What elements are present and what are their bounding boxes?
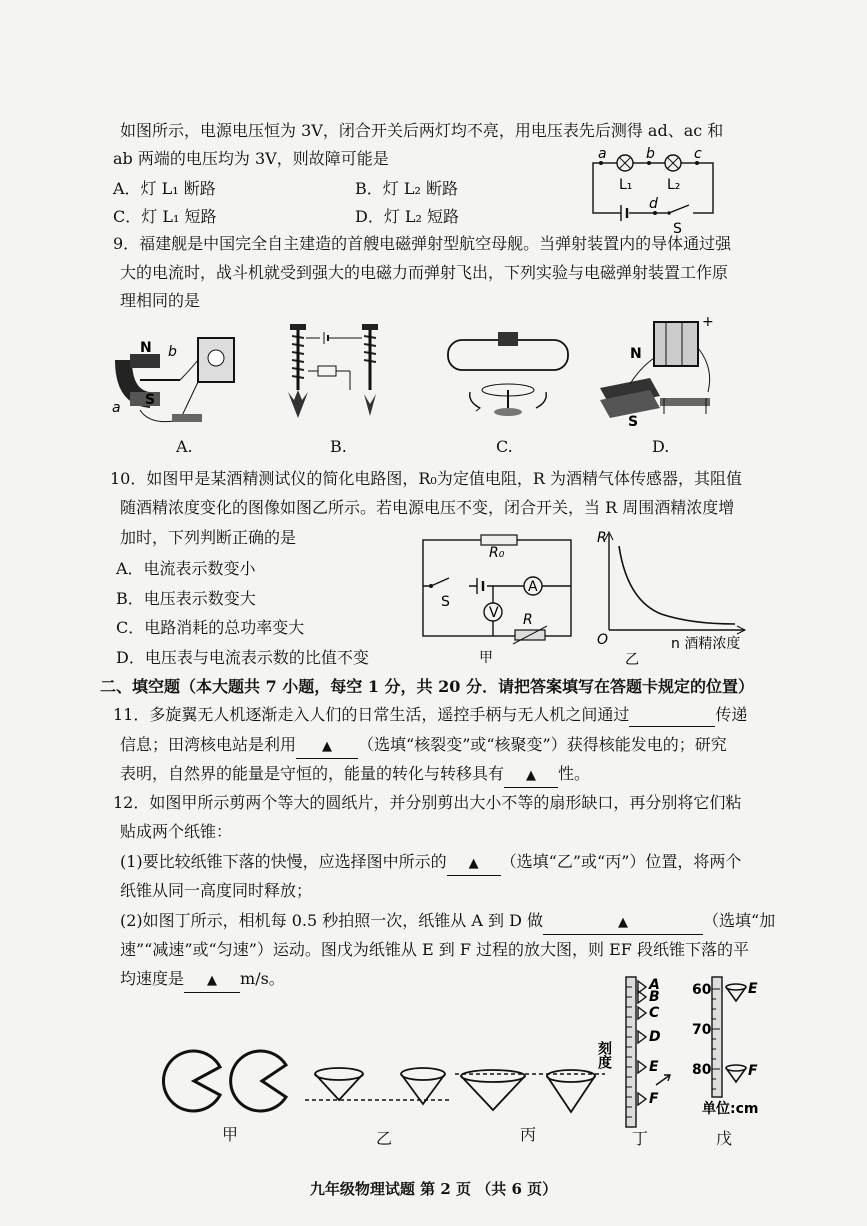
q9-line1: 9．福建舰是中国完全自主建造的首艘电磁弹射型航空母舰。当弹射装置内的导体通过强 [113, 234, 732, 253]
ding-point-b: B [649, 989, 660, 1005]
q9a-label-s: S [145, 392, 156, 408]
q10-label-s: S [441, 594, 450, 610]
q12-fig-label-jia: 甲 [222, 1125, 239, 1144]
q11-line3: 表明，自然界的能量是守恒的，能量的转化与转移具有 ▲ 性。 [120, 763, 590, 788]
q12-sub1-line2: 纸锥从同一高度同时释放； [120, 881, 313, 900]
q8-label-d: d [649, 196, 658, 212]
q12-figure-wu [690, 975, 810, 1135]
q10-line3: 加时，下列判断正确的是 [120, 528, 297, 547]
q12-sub2-line3: 均速度是 ▲ m/s。 [120, 968, 285, 993]
q8-label-s: S [673, 221, 682, 237]
q12-sub2-line2: 速”“减速”或“匀速”）运动。图戊为纸锥从 E 到 F 过程的放大图，则 EF 段纸锥下落的平 [120, 940, 749, 959]
q9-figure-b [280, 320, 390, 430]
magnet-icon [498, 332, 518, 346]
q10-option-c: C．电路消耗的总功率变大 [116, 618, 305, 637]
ding-point-d: D [649, 1029, 661, 1045]
q11-blank-2: ▲ [296, 734, 358, 759]
q10-label-jia: 甲 [479, 650, 493, 666]
q8-label-b: b [646, 146, 655, 162]
ding-point-e: E [649, 1059, 659, 1075]
q8-option-a: A．灯 L₁ 断路 [113, 179, 216, 198]
q9a-label-n: N [140, 340, 152, 356]
switch-icon [172, 414, 202, 422]
wu-tick-70: 70 [692, 1022, 712, 1038]
q10-graph [595, 530, 755, 668]
q12-sub1-line1: (1)要比较纸锥下落的快慢，应选择图中所示的 ▲ （选填“乙”或“丙”）位置，将两个 [120, 851, 741, 876]
q10-line2: 随酒精浓度变化的图像如图乙所示。若电源电压不变，闭合开关，当 R 周围酒精浓度增 [120, 498, 735, 517]
q9-label-a: A. [176, 437, 193, 456]
q9-label-c: C. [496, 437, 513, 456]
resistance-curve [619, 546, 735, 624]
q8-option-b: B．灯 L₂ 断路 [355, 179, 458, 198]
q9a-label-b: b [168, 344, 177, 360]
q10-axis-y: R [597, 530, 607, 546]
page-footer: 九年级物理试题 第 2 页 （共 6 页） [309, 1180, 558, 1198]
q10-label-r: R [523, 612, 533, 628]
q11-blank-3: ▲ [504, 763, 558, 788]
q10-line1: 10．如图甲是某酒精测试仪的简化电路图，R₀为定值电阻，R 为酒精气体传感器，其阻值 [110, 469, 742, 488]
q11-line1: 11．多旋翼无人机逐渐走入人们的日常生活，遥控手柄与无人机之间通过 传递 [113, 704, 747, 727]
q8-label-l1: L₁ [619, 177, 633, 193]
q8-circuit-diagram [585, 145, 725, 235]
q12-line2: 贴成两个纸锥： [120, 822, 233, 841]
q8-label-a: a [598, 146, 607, 162]
q12-fig-label-ding: 丁 [632, 1129, 649, 1148]
q9-label-b: B. [330, 437, 347, 456]
q11-line2: 信息；田湾核电站是利用 ▲ （选填“核裂变”或“核聚变”）获得核能发电的；研究 [120, 734, 727, 759]
ding-point-a: A [649, 977, 660, 993]
q12-fig-label-wu: 戊 [716, 1129, 733, 1148]
q10-label-r0: R₀ [489, 545, 505, 561]
q11-blank-1 [629, 704, 715, 727]
wu-tick-60: 60 [692, 982, 712, 998]
section-2-title: 二、填空题（本大题共 7 小题，每空 1 分，共 20 分．请把答案填写在答题卡规定的位置） [100, 677, 754, 696]
q8-line1: 如图所示，电源电压恒为 3V，闭合开关后两灯均不亮，用电压表先后测得 ad、ac 和 [120, 121, 724, 140]
q9d-label-s: S [628, 414, 639, 430]
q10-circuit-diagram [415, 526, 580, 666]
q9-figure-c [440, 330, 575, 430]
q12-line1: 12．如图甲所示剪两个等大的圆纸片，并分别剪出大小不等的扇形缺口，再分别将它们粘 [113, 793, 742, 812]
battery-icon [654, 322, 698, 366]
q10-axis-x: n 酒精浓度 [671, 636, 741, 652]
q8-label-l2: L₂ [667, 177, 681, 193]
q8-option-d: D．灯 L₂ 短路 [355, 207, 460, 226]
q9d-label-n: N [630, 346, 642, 362]
ding-point-f: F [649, 1091, 659, 1107]
q12-sub2-line1: (2)如图丁所示，相机每 0.5 秒拍照一次，纸锥从 A 到 D 做 ▲ （选填“加 [120, 910, 775, 935]
q9-label-d: D. [652, 437, 670, 456]
q10-voltmeter-label: V [489, 605, 499, 621]
q10-option-a: A．电流表示数变小 [116, 559, 256, 578]
resistor-r0-icon [481, 535, 517, 545]
q10-origin: O [597, 632, 609, 648]
q10-label-yi: 乙 [625, 652, 639, 668]
q8-label-c: c [694, 146, 702, 162]
q9d-label-plus: + [702, 314, 714, 330]
q12-figure-yi [305, 1060, 455, 1120]
ding-point-c: C [649, 1005, 660, 1021]
q8-line2: ab 两端的电压均为 3V，则故障可能是 [113, 149, 389, 168]
wu-point-e: E [748, 981, 758, 997]
q9a-label-a: a [112, 400, 121, 416]
wu-point-f: F [748, 1063, 758, 1079]
q9-figure-a [110, 330, 240, 430]
q12-blank-3: ▲ [184, 968, 240, 993]
q12-figure-ding [596, 975, 676, 1135]
q12-fig-label-yi: 乙 [376, 1129, 393, 1148]
q12-figure-jia [160, 1045, 300, 1117]
q10-option-d: D．电压表与电流表示数的比值不变 [116, 648, 369, 667]
q12-blank-1: ▲ [447, 851, 501, 876]
wu-tick-80: 80 [692, 1062, 712, 1078]
q9-line2: 大的电流时，战斗机就受到强大的电磁力而弹射飞出，下列实验与电磁弹射装置工作原 [120, 263, 729, 282]
ding-scale-label: 刻度 [596, 1041, 612, 1069]
wu-unit: 单位:cm [702, 1101, 759, 1117]
q10-ammeter-label: A [528, 579, 538, 595]
q10-option-b: B．电压表示数变大 [116, 589, 256, 608]
q8-option-c: C．灯 L₁ 短路 [113, 207, 217, 226]
q9-figure-d [590, 314, 720, 430]
q9-line3: 理相同的是 [120, 291, 201, 310]
q12-fig-label-bing: 丙 [520, 1125, 537, 1144]
q12-blank-2: ▲ [543, 910, 703, 935]
q12-figure-bing [455, 1066, 610, 1116]
